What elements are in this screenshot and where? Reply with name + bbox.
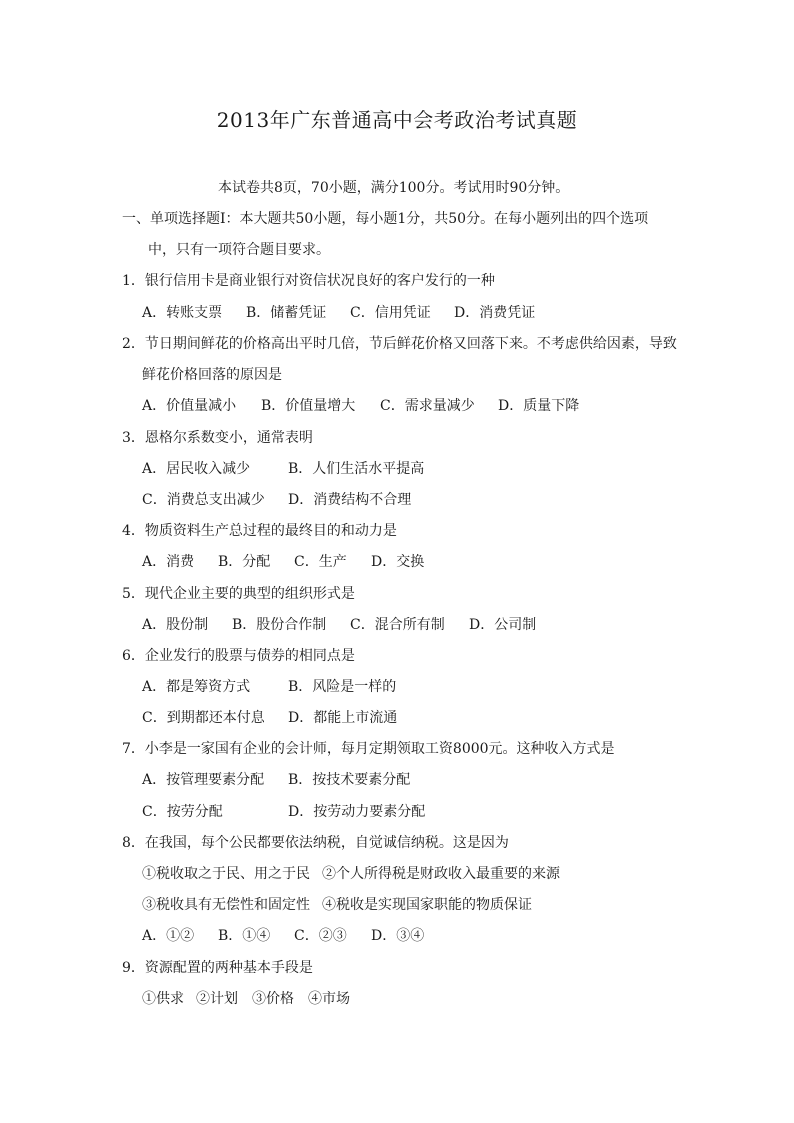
section-heading: 一、单项选择题Ⅰ：本大题共50小题，每小题1分，共50分。在每小题列出的四个选项 bbox=[122, 211, 649, 227]
section-heading-cont: 中，只有一项符合题目要求。 bbox=[148, 242, 330, 258]
q8-statement-4: ④税收是实现国家职能的物质保证 bbox=[322, 897, 532, 913]
q3-option-d: D．消费结构不合理 bbox=[288, 492, 412, 508]
q1-option-a: A．转账支票 bbox=[142, 305, 223, 321]
q5-option-a: A．股份制 bbox=[142, 617, 209, 633]
q8-option-d: D．③④ bbox=[371, 928, 425, 944]
question-2-stem-cont: 鲜花价格回落的原因是 bbox=[142, 367, 282, 383]
q3-option-b: B．人们生活水平提高 bbox=[288, 461, 425, 477]
question-8-stem: 8．在我国，每个公民都要依法纳税，自觉诚信纳税。这是因为 bbox=[122, 835, 509, 851]
q7-option-b: B．按技术要素分配 bbox=[288, 772, 411, 788]
q8-option-a: A．①② bbox=[142, 928, 195, 944]
question-6-stem: 6．企业发行的股票与债券的相同点是 bbox=[122, 648, 355, 664]
q1-option-b: B．储蓄凭证 bbox=[246, 305, 327, 321]
q3-option-c: C．消费总支出减少 bbox=[142, 492, 265, 508]
q9-statement-1: ①供求 bbox=[142, 991, 184, 1007]
q4-option-a: A．消费 bbox=[142, 554, 195, 570]
page-title: 2013年广东普通高中会考政治考试真题 bbox=[216, 108, 578, 132]
q8-option-c: C．②③ bbox=[294, 928, 347, 944]
q2-option-c: C．需求量减少 bbox=[380, 398, 475, 414]
question-4-stem: 4．物质资料生产总过程的最终目的和动力是 bbox=[122, 523, 397, 539]
q1-option-c: C．信用凭证 bbox=[350, 305, 431, 321]
q6-option-d: D．都能上市流通 bbox=[288, 710, 398, 726]
q1-option-d: D．消费凭证 bbox=[454, 305, 536, 321]
q6-option-c: C．到期都还本付息 bbox=[142, 710, 265, 726]
q4-option-b: B．分配 bbox=[218, 554, 271, 570]
question-5-stem: 5．现代企业主要的典型的组织形式是 bbox=[122, 586, 355, 602]
q8-statement-3: ③税收具有无偿性和固定性 bbox=[142, 897, 310, 913]
q8-statement-2: ②个人所得税是财政收入最重要的来源 bbox=[322, 866, 560, 882]
q6-option-b: B．风险是一样的 bbox=[288, 679, 397, 695]
question-3-stem: 3．恩格尔系数变小，通常表明 bbox=[122, 430, 313, 446]
question-1-stem: 1．银行信用卡是商业银行对资信状况良好的客户发行的一种 bbox=[122, 273, 495, 289]
q2-option-b: B．价值量增大 bbox=[261, 398, 356, 414]
question-7-stem: 7．小李是一家国有企业的会计师，每月定期领取工资8000元。这种收入方式是 bbox=[122, 741, 615, 757]
q6-option-a: A．都是筹资方式 bbox=[142, 679, 251, 695]
q5-option-b: B．股份合作制 bbox=[232, 617, 327, 633]
q9-statement-3: ③价格 bbox=[252, 991, 294, 1007]
q4-option-d: D．交换 bbox=[371, 554, 425, 570]
q9-statement-2: ②计划 bbox=[196, 991, 238, 1007]
q7-option-d: D．按劳动力要素分配 bbox=[288, 804, 426, 820]
exam-intro: 本试卷共8页，70小题，满分100分。考试用时90分钟。 bbox=[218, 180, 570, 196]
q8-option-b: B．①④ bbox=[218, 928, 271, 944]
question-9-stem: 9．资源配置的两种基本手段是 bbox=[122, 960, 313, 976]
q7-option-a: A．按管理要素分配 bbox=[142, 772, 265, 788]
q7-option-c: C．按劳分配 bbox=[142, 804, 223, 820]
question-2-stem: 2．节日期间鲜花的价格高出平时几倍，节后鲜花价格又回落下来。不考虑供给因素，导致 bbox=[122, 336, 677, 352]
q5-option-c: C．混合所有制 bbox=[350, 617, 445, 633]
q8-statement-1: ①税收取之于民、用之于民 bbox=[142, 866, 310, 882]
q9-statement-4: ④市场 bbox=[308, 991, 350, 1007]
q5-option-d: D．公司制 bbox=[469, 617, 537, 633]
q3-option-a: A．居民收入减少 bbox=[142, 461, 251, 477]
q4-option-c: C．生产 bbox=[294, 554, 347, 570]
q2-option-a: A．价值量减小 bbox=[142, 398, 237, 414]
q2-option-d: D．质量下降 bbox=[498, 398, 580, 414]
